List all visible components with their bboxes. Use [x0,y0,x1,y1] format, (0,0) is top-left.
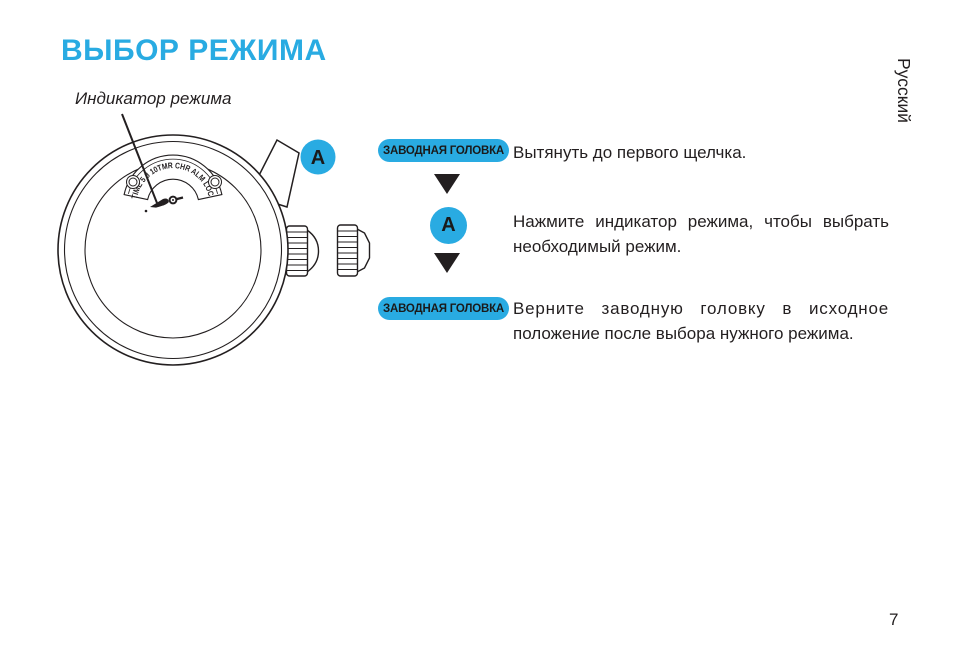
step2-line2: необходимый режим. [513,237,682,256]
crown-attached [287,226,319,276]
step2-line1: Нажмите индикатор режима, чтобы выбрать [513,212,889,231]
step1-text [513,140,746,165]
subdial-screw-left [127,176,140,189]
mode-marker-dot [145,210,148,213]
step3-line2: положение после выбора нужного режима. [513,324,854,343]
watch-diagram [40,110,390,390]
svg-text:A: A [310,147,326,169]
mode-scale-text: TIME 5 8 10TMR CHR ALM LOC [129,161,216,200]
down-arrow-icon [434,253,460,273]
subdial-screw-right [209,176,222,189]
crown-pulled-out [338,225,370,276]
button-a-step2-label: A [441,214,456,236]
crown-badge-step1-label: ЗАВОДНАЯ ГОЛОВКА [382,144,505,157]
step3-line1: Верните заводную головку в исходное [513,299,889,318]
page-number: 7 [889,610,899,629]
step1-line1: Вытянуть до первого щелчка. [513,143,747,162]
mode-indicator-callout-label: Индикатор режима [75,89,232,108]
crown-badge-step3 [378,297,509,320]
step2-text [513,209,889,259]
language-sidebar-label: Русский [894,58,914,123]
watch-dial [85,162,261,338]
step3-text [513,296,889,346]
button-a-diagram-label [301,140,336,175]
down-arrow-icon [434,174,460,194]
crown-badge-step1 [378,139,509,162]
page-title: ВЫБОР РЕЖИМА [61,34,327,67]
crown-badge-step3-label: ЗАВОДНАЯ ГОЛОВКА [382,302,505,315]
button-a-step2-badge [430,207,467,244]
